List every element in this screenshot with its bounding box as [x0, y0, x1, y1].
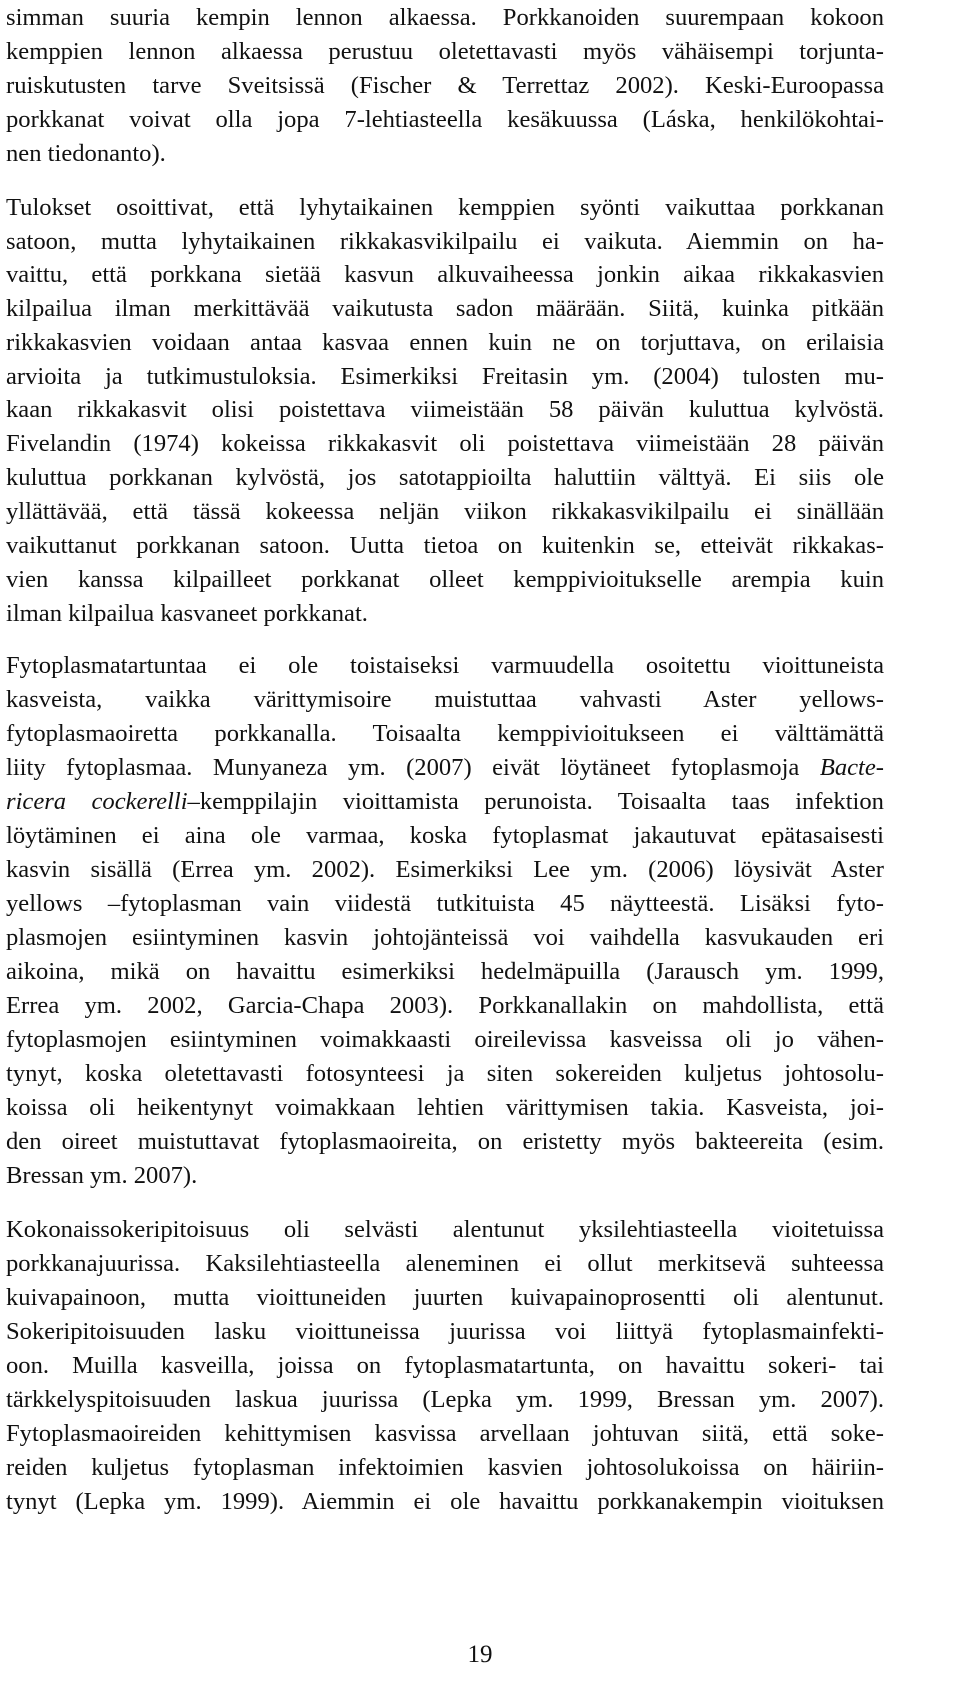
- line-text: plasmojen esiintyminen kasvin johtojänteissä voi vaihdella kasvukauden eri: [6, 924, 884, 951]
- text-line: [6, 1089, 884, 1127]
- line-text: satoon, mutta lyhytaikainen rikkakasvikilpailu ei vaikuta. Aiemmin on ha-: [6, 228, 884, 255]
- line-text: yllättävää, että tässä kokeessa neljän viikon rikkakasvikilpailu ei sinällään: [6, 498, 884, 525]
- text-line: [6, 1123, 884, 1161]
- text-line: [6, 256, 884, 294]
- text-line: [6, 459, 884, 497]
- text-line: [6, 885, 884, 923]
- line-text: reiden kuljetus fytoplasman infektoimien kasvien johtosolukoissa on häiriin-: [6, 1454, 884, 1481]
- text-line: [6, 595, 884, 633]
- line-text: kilpailua ilman merkittävää vaikutusta sadon määrään. Siitä, kuinka pitkään: [6, 295, 884, 322]
- line-text: tynyt (Lepka ym. 1999). Aiemmin ei ole havaittu porkkanakempin vioituksen: [6, 1488, 884, 1515]
- text-line: [6, 1313, 884, 1351]
- line-text: Tulokset osoittivat, että lyhytaikainen kemppien syönti vaikuttaa porkkanan: [6, 194, 884, 221]
- text-line: [6, 851, 884, 889]
- text-line: [6, 425, 884, 463]
- text-line: [6, 1347, 884, 1385]
- text-line: [6, 1483, 884, 1521]
- line-text: nen tiedonanto).: [6, 140, 166, 167]
- line-text: porkkanajuurissa. Kaksilehtiasteella aleneminen ei ollut merkitsevä suhteessa: [6, 1250, 884, 1277]
- text-line: [6, 1279, 884, 1317]
- line-text: Sokeripitoisuuden lasku vioittuneissa juurissa voi liittyä fytoplasmainfekti-: [6, 1318, 884, 1345]
- line-text: vaittu, että porkkana sietää kasvun alkuvaiheessa jonkin aikaa rikkakasvien: [6, 261, 884, 288]
- text-line: [6, 1245, 884, 1283]
- line-text: aikoina, mikä on havaittu esimerkiksi hedelmäpuilla (Jarausch ym. 1999,: [6, 958, 884, 985]
- line-text: Bressan ym. 2007).: [6, 1162, 198, 1189]
- line-text: fytoplasmaoiretta porkkanalla. Toisaalta kemppivioitukseen ei välttämättä: [6, 720, 884, 747]
- text-line: [6, 987, 884, 1025]
- text-line: [6, 1415, 884, 1453]
- text-line: [6, 189, 884, 227]
- text-line: [6, 527, 884, 565]
- text-line: [6, 33, 884, 71]
- line-text: Fytoplasmaoireiden kehittymisen kasvissa arvellaan johtuvan siitä, että soke-: [6, 1420, 884, 1447]
- line-text: kasveista, vaikka värittymisoire muistuttaa vahvasti Aster yellows-: [6, 686, 884, 713]
- line-text: kemppien lennon alkaessa perustuu oletettavasti myös vähäisempi torjunta-: [6, 38, 884, 65]
- line-text: vaikuttanut porkkanan satoon. Uutta tietoa on kuitenkin se, etteivät rikkakas-: [6, 532, 884, 559]
- line-text: vien kanssa kilpailleet porkkanat olleet kemppivioitukselle arempia kuin: [6, 566, 884, 593]
- text-line: [6, 1157, 884, 1195]
- text-line: [6, 681, 884, 719]
- species-name: Bacte-: [819, 754, 884, 781]
- line-text: ruiskutusten tarve Sveitsissä (Fischer & Terrettaz 2002). Keski-Euroopassa: [6, 72, 884, 99]
- line-text: –kemppilajin vioittamista perunoista. Toisaalta taas infektion: [187, 788, 884, 815]
- line-text: kuluttua porkkanan kylvöstä, jos satotappioilta haluttiin välttyä. Ei siis ole: [6, 464, 884, 491]
- text-line: [6, 647, 884, 685]
- text-line: [6, 715, 884, 753]
- text-line: [6, 135, 884, 173]
- species-name: ricera cockerelli: [6, 788, 188, 815]
- line-text: yellows –fytoplasman vain viidestä tutkituista 45 näytteestä. Lisäksi fyto-: [6, 890, 884, 917]
- line-text: tynyt, koska oletettavasti fotosynteesi ja siten sokereiden kuljetus johtosolu-: [6, 1060, 884, 1087]
- line-text: koissa oli heikentynyt voimakkaan lehtien värittymisen takia. Kasveista, joi-: [6, 1094, 884, 1121]
- line-text: arvioita ja tutkimustuloksia. Esimerkiksi Freitasin ym. (2004) tulosten mu-: [6, 363, 884, 390]
- text-line: [6, 391, 884, 429]
- text-line: [6, 783, 884, 821]
- text-line: [6, 1211, 884, 1249]
- text-line: [6, 817, 884, 855]
- line-text: fytoplasmojen esiintyminen voimakkaasti oireilevissa kasveissa oli jo vähen-: [6, 1026, 884, 1053]
- line-text: Kokonaissokeripitoisuus oli selvästi alentunut yksilehtiasteella vioitetuissa: [6, 1216, 884, 1243]
- text-line: [6, 749, 884, 787]
- text-line: [6, 0, 884, 37]
- text-line: [6, 1449, 884, 1487]
- text-line: [6, 561, 884, 599]
- text-line: [6, 493, 884, 531]
- line-text: den oireet muistuttavat fytoplasmaoireita, on eristetty myös bakteereita (esim.: [6, 1128, 884, 1155]
- line-text: löytäminen ei aina ole varmaa, koska fytoplasmat jakautuvat epätasaisesti: [6, 822, 884, 849]
- line-text: oon. Muilla kasveilla, joissa on fytoplasmatartunta, on havaittu sokeri- tai: [6, 1352, 884, 1379]
- line-text: Fytoplasmatartuntaa ei ole toistaiseksi varmuudella osoitettu vioittuneista: [6, 652, 884, 679]
- line-text: tärkkelyspitoisuuden laskua juurissa (Lepka ym. 1999, Bressan ym. 2007).: [6, 1386, 884, 1413]
- text-line: [6, 1055, 884, 1093]
- line-text: liity fytoplasmaa. Munyaneza ym. (2007) eivät löytäneet fytoplasmoja: [6, 754, 800, 781]
- text-line: [6, 919, 884, 957]
- text-line: [6, 953, 884, 991]
- line-text: kasvin sisällä (Errea ym. 2002). Esimerkiksi Lee ym. (2006) löysivät Aster: [6, 856, 884, 883]
- text-line: [6, 324, 884, 362]
- text-line: [6, 1381, 884, 1419]
- line-text: Fivelandin (1974) kokeissa rikkakasvit oli poistettava viimeistään 28 päivän: [6, 430, 884, 457]
- text-line: [6, 101, 884, 139]
- line-text: kuivapainoon, mutta vioittuneiden juurten kuivapainoprosentti oli alentunut.: [6, 1284, 884, 1311]
- line-text: ilman kilpailua kasvaneet porkkanat.: [6, 600, 368, 627]
- line-text: Errea ym. 2002, Garcia-Chapa 2003). Porkkanallakin on mahdollista, että: [6, 992, 884, 1019]
- line-text: simman suuria kempin lennon alkaessa. Porkkanoiden suurempaan kokoon: [6, 4, 884, 31]
- text-line: [6, 67, 884, 105]
- text-line: [6, 1021, 884, 1059]
- page-number: 19: [467, 1641, 493, 1668]
- line-text: rikkakasvien voidaan antaa kasvaa ennen kuin ne on torjuttava, on erilaisia: [6, 329, 884, 356]
- text-line: [6, 290, 884, 328]
- line-text: porkkanat voivat olla jopa 7-lehtiasteella kesäkuussa (Láska, henkilökohtai-: [6, 106, 884, 133]
- line-text: kaan rikkakasvit olisi poistettava viimeistään 58 päivän kuluttua kylvöstä.: [6, 396, 884, 423]
